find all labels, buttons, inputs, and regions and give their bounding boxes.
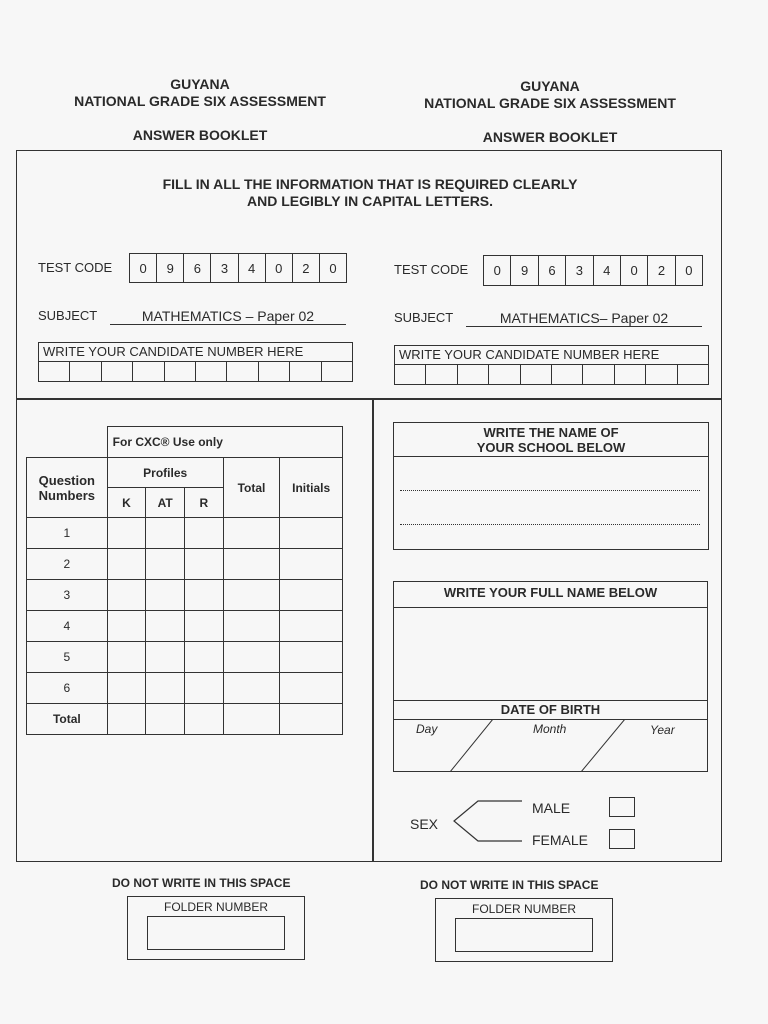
score-cell[interactable]	[146, 580, 185, 611]
profile-r-header: R	[185, 488, 224, 518]
test-code-digit: 9	[157, 254, 184, 282]
male-checkbox[interactable]	[609, 797, 635, 817]
left-folder-field[interactable]	[147, 916, 285, 950]
right-folder-field[interactable]	[455, 918, 593, 952]
right-assessment: NATIONAL GRADE SIX ASSESSMENT	[424, 95, 676, 111]
full-name-title: WRITE YOUR FULL NAME BELOW	[394, 582, 707, 608]
left-do-not-write: DO NOT WRITE IN THIS SPACE	[112, 876, 291, 890]
cxc-use-only-table	[26, 426, 343, 735]
score-cell[interactable]	[107, 518, 146, 549]
test-code-digit: 0	[685, 263, 693, 278]
profiles-header: Profiles	[107, 458, 223, 488]
right-header	[390, 78, 710, 146]
female-label: FEMALE	[532, 832, 589, 848]
table-row	[27, 580, 343, 611]
question-number-cell: 2	[27, 549, 108, 580]
school-title-line-1: WRITE THE NAME OF	[483, 425, 619, 440]
score-cell[interactable]	[223, 611, 280, 642]
score-cell[interactable]	[280, 673, 343, 704]
score-cell[interactable]	[107, 580, 146, 611]
profile-at-header: AT	[146, 488, 185, 518]
score-cell[interactable]	[223, 704, 280, 735]
table-row	[27, 642, 343, 673]
left-test-code-boxes	[129, 253, 347, 283]
left-candidate-number-box[interactable]	[38, 342, 353, 382]
school-title	[394, 423, 708, 457]
score-cell[interactable]	[146, 704, 185, 735]
profile-k-header: K	[107, 488, 146, 518]
right-subject-label: SUBJECT	[394, 310, 454, 325]
table-row	[27, 549, 343, 580]
right-subject-value: MATHEMATICS– Paper 02	[466, 310, 702, 327]
question-number-cell: 1	[27, 518, 108, 549]
test-code-digit: 0	[329, 260, 337, 276]
score-cell[interactable]	[185, 549, 224, 580]
left-header	[40, 76, 360, 144]
question-number-cell: 6	[27, 673, 108, 704]
question-number-cell: 3	[27, 580, 108, 611]
test-code-digit: 6	[539, 256, 566, 285]
right-do-not-write: DO NOT WRITE IN THIS SPACE	[420, 878, 599, 892]
score-cell[interactable]	[223, 518, 280, 549]
left-country: GUYANA	[170, 76, 230, 92]
left-subject-value: MATHEMATICS – Paper 02	[110, 308, 346, 325]
right-folder-label: FOLDER NUMBER	[471, 902, 576, 916]
test-code-digit: 3	[566, 256, 593, 285]
school-title-line-2: YOUR SCHOOL BELOW	[476, 440, 626, 455]
dob-day-label: Day	[416, 722, 438, 736]
score-cell[interactable]	[185, 580, 224, 611]
right-test-code-label: TEST CODE	[394, 262, 469, 277]
table-row	[27, 673, 343, 704]
score-cell[interactable]	[146, 518, 185, 549]
left-folder-label: FOLDER NUMBER	[163, 900, 268, 914]
test-code-digit: 2	[293, 254, 320, 282]
score-cell[interactable]	[146, 673, 185, 704]
test-code-digit: 2	[648, 256, 675, 285]
table-row	[27, 518, 343, 549]
score-cell[interactable]	[185, 611, 224, 642]
school-name-box[interactable]	[393, 422, 709, 550]
dob-top-divider	[393, 700, 708, 701]
test-code-digit: 0	[484, 256, 511, 285]
score-cell[interactable]	[280, 549, 343, 580]
dob-title: DATE OF BIRTH	[500, 702, 601, 717]
score-cell[interactable]	[223, 642, 280, 673]
score-cell[interactable]	[223, 673, 280, 704]
question-number-cell: Total	[27, 704, 108, 735]
score-cell[interactable]	[107, 704, 146, 735]
instructions-line-2: AND LEGIBLY IN CAPITAL LETTERS.	[246, 193, 494, 209]
sex-bracket-icon	[450, 798, 530, 844]
right-test-code-boxes	[483, 255, 703, 286]
instructions-line-1: FILL IN ALL THE INFORMATION THAT IS REQUIRED CLEARLY	[162, 176, 578, 192]
score-cell[interactable]	[146, 549, 185, 580]
school-line-1[interactable]	[400, 490, 700, 491]
score-cell[interactable]	[107, 642, 146, 673]
right-candidate-number-cells[interactable]	[395, 365, 708, 385]
score-cell[interactable]	[280, 611, 343, 642]
score-cell[interactable]	[280, 580, 343, 611]
table-row	[27, 611, 343, 642]
score-cell[interactable]	[146, 642, 185, 673]
initials-header: Initials	[280, 458, 343, 518]
score-cell[interactable]	[185, 518, 224, 549]
test-code-digit: 6	[184, 254, 211, 282]
test-code-digit: 4	[594, 256, 621, 285]
vertical-divider	[372, 398, 374, 862]
sex-label: SEX	[410, 816, 439, 832]
left-candidate-number-label: WRITE YOUR CANDIDATE NUMBER HERE	[39, 343, 352, 362]
test-code-digit: 0	[621, 256, 648, 285]
score-cell[interactable]	[223, 580, 280, 611]
score-cell[interactable]	[146, 611, 185, 642]
table-row	[27, 704, 343, 735]
right-booklet: ANSWER BOOKLET	[482, 129, 618, 145]
right-country: GUYANA	[520, 78, 580, 94]
score-cell[interactable]	[107, 673, 146, 704]
test-code-digit: 9	[511, 256, 538, 285]
horizontal-divider	[16, 398, 722, 400]
total-header: Total	[223, 458, 280, 518]
right-candidate-number-box[interactable]	[394, 345, 709, 385]
question-number-cell: 4	[27, 611, 108, 642]
score-cell[interactable]	[223, 549, 280, 580]
question-numbers-header: Question Numbers	[27, 458, 108, 518]
school-line-2[interactable]	[400, 524, 700, 525]
right-candidate-number-label: WRITE YOUR CANDIDATE NUMBER HERE	[395, 346, 708, 365]
left-assessment: NATIONAL GRADE SIX ASSESSMENT	[74, 93, 326, 109]
dob-year-label: Year	[650, 723, 675, 737]
cxc-use-only-label: For CXC® Use only	[107, 427, 342, 458]
right-folder-box	[435, 898, 613, 962]
score-cell[interactable]	[280, 642, 343, 673]
dob-month-label: Month	[533, 722, 567, 736]
score-cell[interactable]	[280, 518, 343, 549]
test-code-digit: 3	[211, 254, 238, 282]
score-cell[interactable]	[107, 549, 146, 580]
score-cell[interactable]	[107, 611, 146, 642]
female-checkbox[interactable]	[609, 829, 635, 849]
instructions	[100, 176, 640, 210]
left-subject-label: SUBJECT	[38, 308, 98, 323]
test-code-digit: 0	[130, 254, 157, 282]
left-folder-box	[127, 896, 305, 960]
score-cell[interactable]	[185, 673, 224, 704]
score-cell[interactable]	[185, 642, 224, 673]
test-code-digit: 4	[239, 254, 266, 282]
score-cell[interactable]	[280, 704, 343, 735]
left-booklet: ANSWER BOOKLET	[132, 127, 268, 143]
score-cell[interactable]	[185, 704, 224, 735]
left-candidate-number-cells[interactable]	[39, 362, 352, 382]
test-code-digit: 0	[266, 254, 293, 282]
left-test-code-label: TEST CODE	[38, 260, 113, 275]
male-label: MALE	[532, 800, 571, 816]
question-number-cell: 5	[27, 642, 108, 673]
